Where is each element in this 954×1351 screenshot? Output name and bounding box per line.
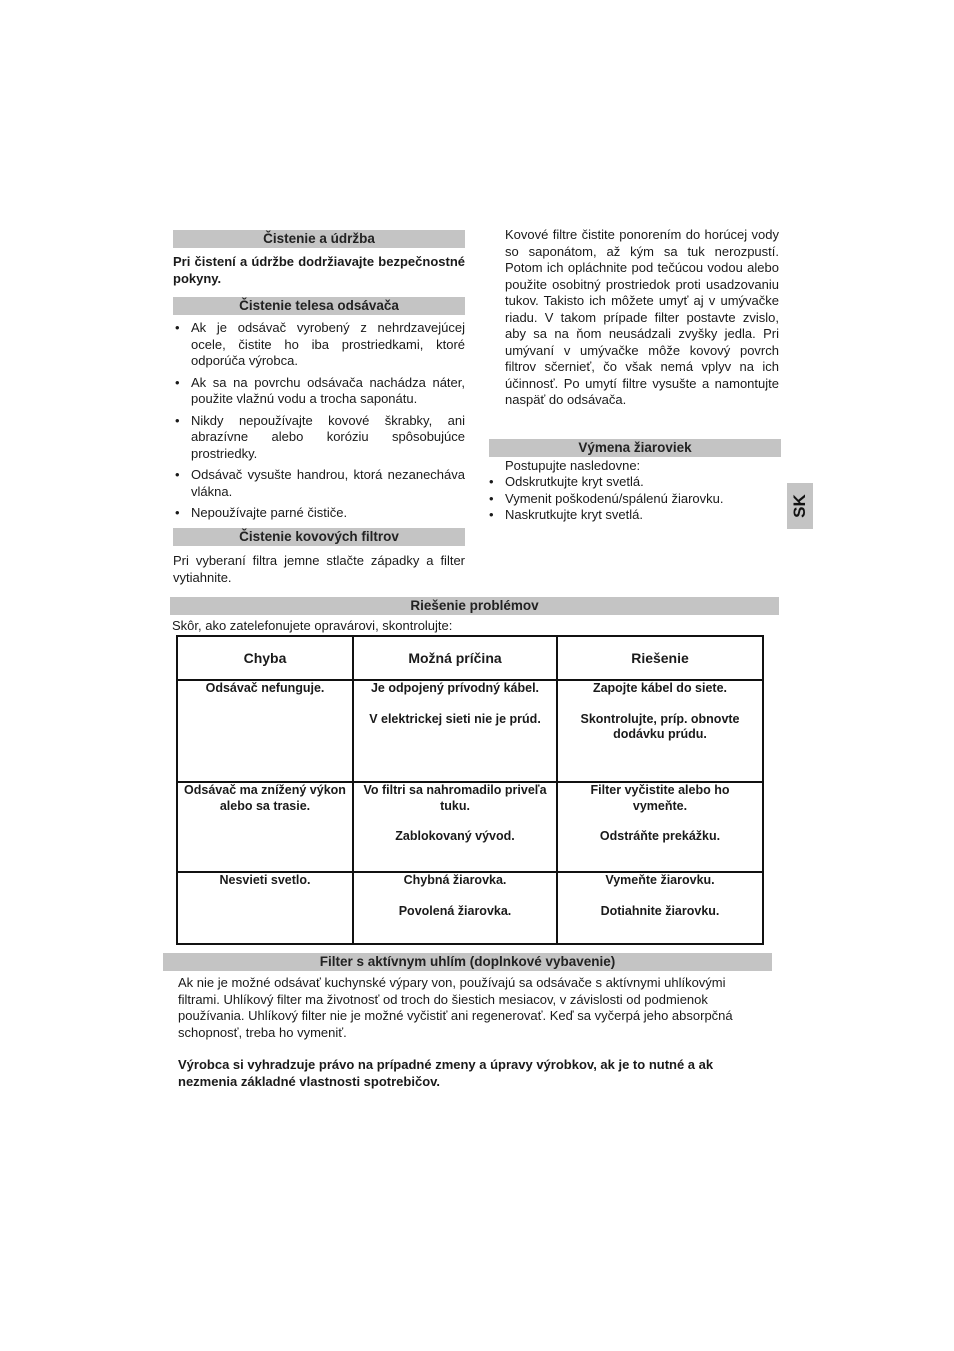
table-header-row <box>177 636 763 680</box>
header-fault: Chyba <box>177 636 353 680</box>
cleaning-safety-note: Pri čistení a údržbe dodržiavajte bezpečnostné pokyny. <box>173 254 465 286</box>
solution-cell <box>557 782 763 872</box>
table-row <box>177 782 763 872</box>
list-item: • Naskrutkujte kryt svetlá. <box>487 507 787 524</box>
solution-text: Skontrolujte, príp. obnovte dodávku prúdu. <box>580 711 740 741</box>
cause-text: Zablokovaný vývod. <box>395 829 515 843</box>
bulb-replacement-steps <box>487 474 787 524</box>
cause-cell <box>353 680 557 782</box>
section-title-carbon-filter: Filter s aktívnym uhlím (doplnkové vybavenie) <box>163 953 772 971</box>
table-row <box>177 680 763 782</box>
language-tab-label: SK <box>790 494 809 518</box>
fault-text: Odsávač ma znížený výkon alebo sa trasie. <box>184 783 346 813</box>
cause-text: Je odpojený prívodný kábel. <box>370 681 540 695</box>
solution-cell <box>557 872 763 944</box>
table-row <box>177 872 763 944</box>
header-cause: Možná príčina <box>353 636 557 680</box>
troubleshooting-intro: Skôr, ako zatelefonujete opravárovi, skontrolujte: <box>172 618 453 633</box>
fault-cell <box>177 872 353 944</box>
troubleshooting-table <box>176 635 764 945</box>
manufacturer-disclaimer: Výrobca si vyhradzuje právo na prípadné zmeny a úpravy výrobkov, ak je to nutné a ak nezmenia základné vlastnosti spotrebičov. <box>178 1057 714 1089</box>
list-item: • Vymenit poškodenú/spálenú žiarovku. <box>487 491 787 508</box>
list-item: • Odskrutkujte kryt svetlá. <box>487 474 787 491</box>
cause-text: Vo filtri sa nahromadilo priveľa tuku. <box>363 783 547 813</box>
language-tab <box>787 483 813 529</box>
filter-removal-text: Pri vyberaní filtra jemne stlačte západky a filter vytiahnite. <box>173 553 465 585</box>
list-item: • Nikdy nepoužívajte kovové škrabky, ani abrazívne alebo koróziu spôsobujúce prostriedky. <box>173 413 465 463</box>
section-title-bulb-replacement: Výmena žiaroviek <box>489 439 781 457</box>
list-item: • Odsávač vysušte handrou, ktorá nezanecháva vlákna. <box>173 467 465 500</box>
fault-text: Nesvieti svetlo. <box>219 873 311 887</box>
cause-cell <box>353 782 557 872</box>
fault-cell <box>177 782 353 872</box>
list-item: • Ak je odsávač vyrobený z nehrdzavejúcej ocele, čistite ho iba prostriedkami, ktoré odporúča výrobca. <box>173 320 465 370</box>
body-cleaning-list <box>173 320 465 527</box>
section-title-metal-filters: Čistenie kovových filtrov <box>173 528 465 546</box>
list-item: • Nepoužívajte parné čističe. <box>173 505 465 522</box>
cause-text: Chybná žiarovka. <box>403 873 507 887</box>
section-title-troubleshooting: Riešenie problémov <box>170 597 779 615</box>
cause-text: Povolená žiarovka. <box>398 903 512 918</box>
section-title-cleaning: Čistenie a údržba <box>173 230 465 248</box>
cause-cell <box>353 872 557 944</box>
solution-text: Vymeňte žiarovku. <box>605 873 715 887</box>
solution-text: Zapojte kábel do siete. <box>592 681 728 695</box>
solution-cell <box>557 680 763 782</box>
cause-text: V elektrickej sieti nie je prúd. <box>369 711 541 726</box>
solution-text: Odstráňte prekážku. <box>599 829 721 843</box>
fault-cell <box>177 680 353 782</box>
solution-text: Dotiahnite žiarovku. <box>600 903 720 918</box>
list-item: • Ak sa na povrchu odsávača nachádza náter, použite vlažnú vodu a trocha saponátu. <box>173 375 465 408</box>
solution-text: Filter vyčistite alebo ho vymeňte. <box>590 783 730 813</box>
bulb-replacement-intro: Postupujte nasledovne: <box>505 458 641 473</box>
section-title-body-cleaning: Čistenie telesa odsávača <box>173 297 465 315</box>
header-solution: Riešenie <box>557 636 763 680</box>
carbon-filter-text: Ak nie je možné odsávať kuchynské výpary von, používajú sa odsávače s aktívnymi uhlíkovými filtrami. Uhlíkový filter ma životnosť od troch do šiestich mesiacov, v závislosti od podmienok používania. Uhlíkový filter nie je možné vyčistiť ani regenerovať. Keď sa vyčerpá jeho absorpčná schopnosť, treba ho vymeniť. <box>178 975 733 1040</box>
fault-text: Odsávač nefunguje. <box>205 681 325 695</box>
metal-filters-cleaning-text: Kovové filtre čistite ponorením do horúcej vody so saponátom, až kým sa tuk nerozpustí. Potom ich opláchnite pod tečúcou vodou alebo použite osobitný prostriedok proti usadzovaniu tukov. Takisto ich môžete umyť aj v umývačke riadu. V takom prípade filter postavte zvislo, aby sa na ňom neusádzali zvyšky jedla. Pri umývaní v umývačke môže kovový povrch filtrov sčernieť, čo však nemá vplyv na ich účinnosť. Po umytí filtre vysušte a namontujte naspäť do odsávača. <box>505 227 779 407</box>
